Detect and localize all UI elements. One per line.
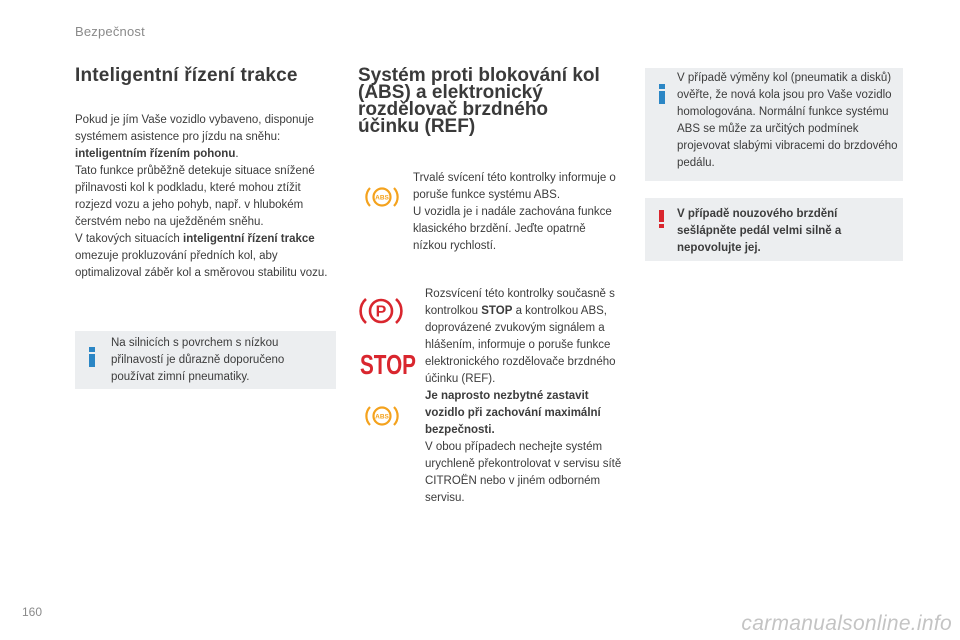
abs-warning-lamp-icon	[364, 183, 400, 211]
abs-title: Systém proti blokování kol (ABS) a elektronický rozdělovač brzdného účinku (REF)	[358, 65, 600, 137]
wheel-change-note-text: V případě výměny kol (pneumatik a disků) ověřte, že nová kola jsou pro Vaše vozidlo homologována. Normální funkce systému ABS se může za určitých podmínek projevovat slabými vibracemi do brzdového pedálu.	[677, 72, 898, 169]
winter-tyres-note-text: Na silnicích s povrchem s nízkou přilnavostí je důrazně doporučeno používat zimní pneumatiky.	[111, 337, 285, 383]
emergency-braking-warning	[645, 198, 903, 261]
abs-lamp-paragraph-2: U vozidla je i nadále zachována funkce klasického brzdění. Jeďte opatrně nízkou rychlostí.	[413, 206, 612, 252]
abs-lamp-description	[413, 170, 618, 255]
winter-tyres-note	[75, 331, 336, 389]
watermark: carmanualsonline.info	[741, 612, 952, 635]
ref-paragraph-2: V obou případech nechejte systém urychleně překontrolovat v servisu sítě CITROËN nebo v jiném odborném servisu.	[425, 441, 622, 504]
info-icon	[89, 347, 95, 364]
stop-lamp-icon	[358, 348, 418, 378]
section-label: Bezpečnost	[75, 24, 145, 39]
warning-icon	[659, 210, 665, 228]
ref-paragraph-bold: Je naprosto nezbytné zastavit vozidlo při zachování maximální bezpečnosti.	[425, 390, 601, 436]
traction-paragraph-2: Tato funkce průběžně detekuje situace snížené přilnavosti kol k podkladu, které mohou ztížit rozjezd vozu a jeho pohyb, např. v hlubokém čerstvém nebo na uježděném sněhu.	[75, 165, 315, 228]
parking-brake-lamp-icon	[359, 294, 403, 328]
abs-warning-lamp-icon-2	[364, 402, 400, 430]
info-icon-2	[659, 84, 665, 101]
abs-lamp-label-2: ABS	[375, 413, 389, 421]
traction-paragraph-1: Pokud je jím Vaše vozidlo vybaveno, disponuje systémem asistence pro jízdu na sněhu: inteligentním řízením pohonu.	[75, 114, 314, 160]
page-number: 160	[22, 605, 43, 619]
stop-lamp-label: STOP	[360, 349, 416, 380]
ref-lamp-description	[425, 286, 630, 507]
ref-paragraph-1: Rozsvícení této kontrolky současně s kontrolkou STOP a kontrolkou ABS, doprovázené zvukovým signálem a hlášením, informuje o poruše funkce elektronického rozdělovače brzdného účinku (REF).	[425, 288, 616, 385]
traction-paragraph-3: V takových situacích inteligentní řízení trakce omezuje prokluzování předních kol, aby optimalizoval záběr kol a směrovou stabilitu vozu.	[75, 233, 328, 279]
abs-lamp-paragraph-1: Trvalé svícení této kontrolky informuje o poruše funkce systému ABS.	[413, 172, 616, 201]
abs-lamp-label: ABS	[375, 194, 389, 202]
parking-lamp-label: P	[375, 303, 387, 321]
emergency-braking-text: V případě nouzového brzdění sešlápněte pedál velmi silně a nepovolujte jej.	[677, 208, 842, 254]
wheel-change-note	[645, 68, 903, 181]
traction-title: Inteligentní řízení trakce	[75, 65, 298, 86]
traction-text	[75, 112, 337, 282]
